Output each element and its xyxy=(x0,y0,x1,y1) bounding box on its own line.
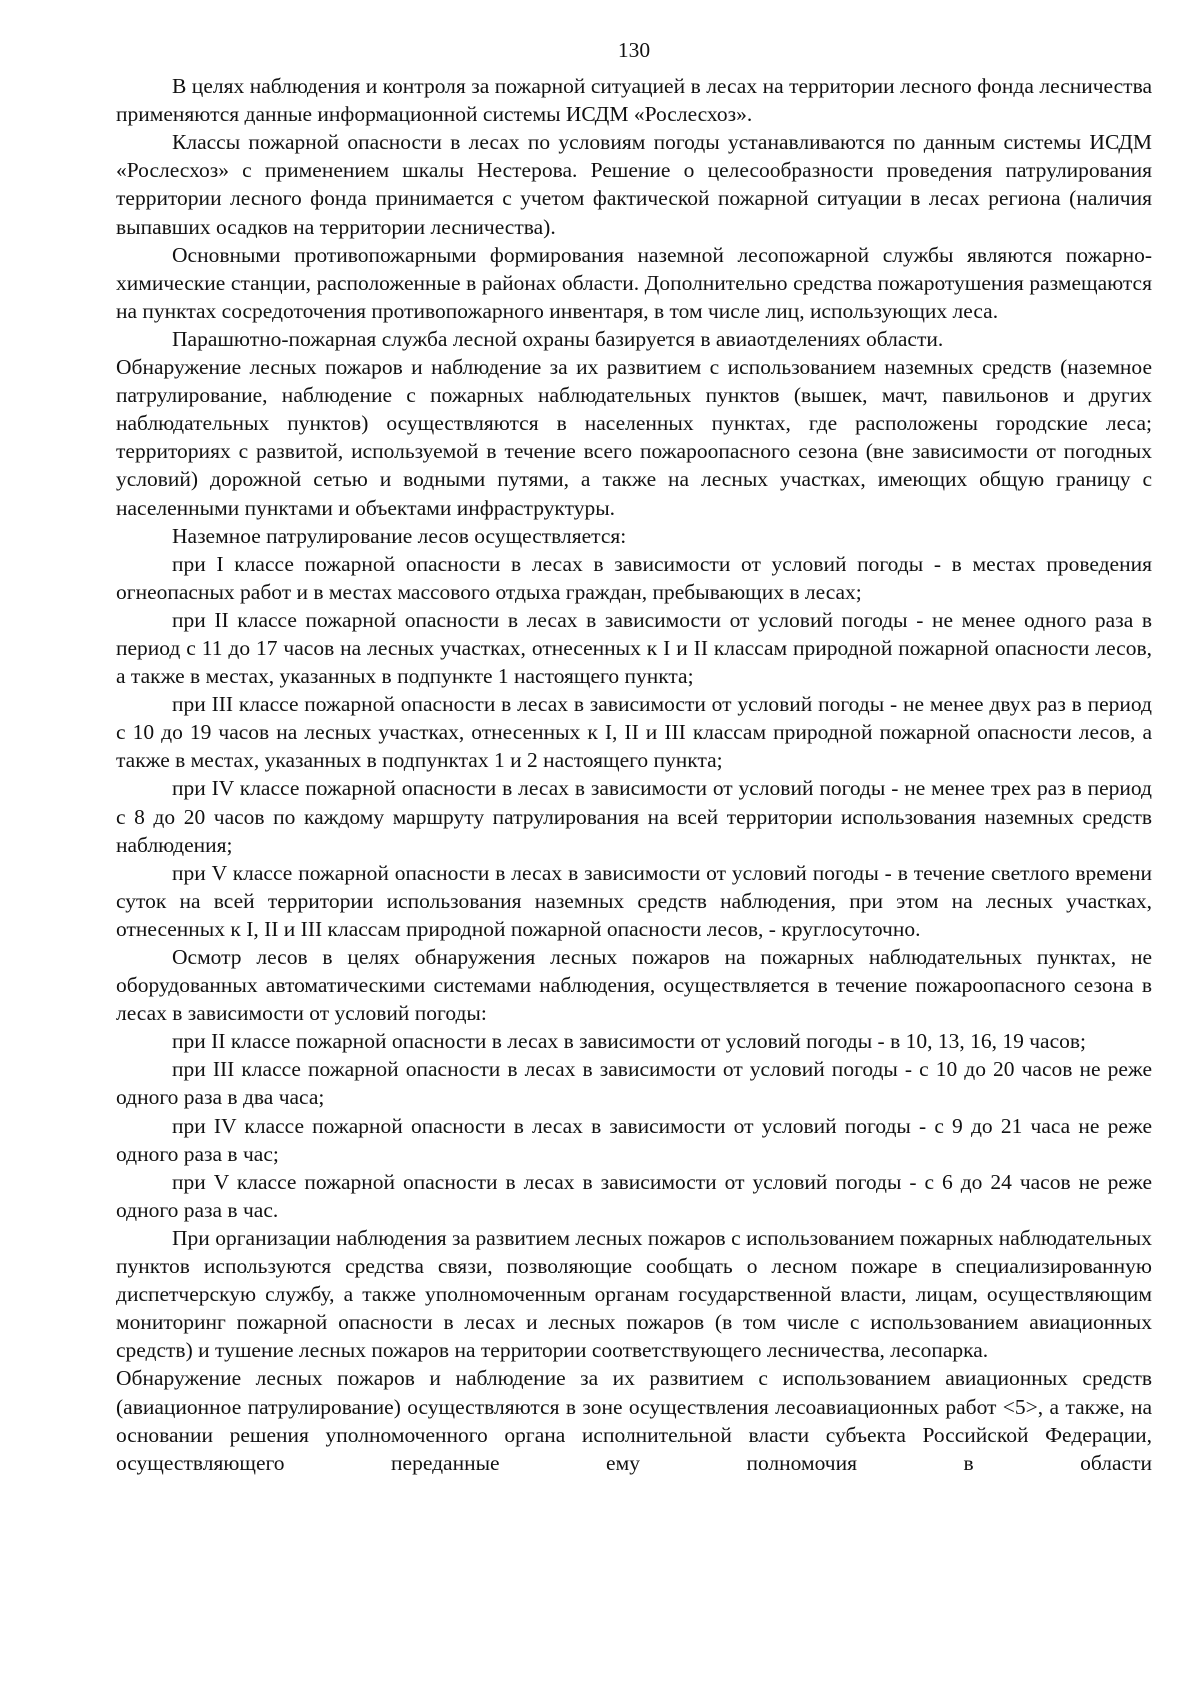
document-body xyxy=(116,72,1152,1477)
paragraph: Осмотр лесов в целях обнаружения лесных пожаров на пожарных наблюдательных пунктах, не оборудованных автоматическими системами наблюдения, осуществляется в течение пожароопасного сезона в лесах в зависимости от условий погоды: xyxy=(116,945,1152,1026)
paragraph: Классы пожарной опасности в лесах по условиям погоды устанавливаются по данным системы ИСДМ «Рослесхоз» с применением шкалы Нестерова. Решение о целесообразности проведения патрулирования территории лесного фонда принимается с учетом фактической пожарной ситуации в лесах региона (наличия выпавших осадков на территории лесничества). xyxy=(116,130,1152,239)
paragraph: В целях наблюдения и контроля за пожарной ситуацией в лесах на территории лесного фонда лесничества применяются данные информационной системы ИСДМ «Рослесхоз». xyxy=(116,74,1152,127)
paragraph: при II классе пожарной опасности в лесах в зависимости от условий погоды - в 10, 13, 16, 19 часов; xyxy=(172,1029,1086,1054)
paragraph: Парашютно-пожарная служба лесной охраны базируется в авиаотделениях области. xyxy=(172,326,944,351)
paragraph: Обнаружение лесных пожаров и наблюдение за их развитием с использованием наземных средств (наземное патрулирование, наблюдение с пожарных наблюдательных пунктов (вышек, мачт, павильонов и других наблюдательных пунктов) осуществляются в населенных пунктах, где расположены городские леса; территориях с развитой, используемой в течение всего пожароопасного сезона (вне зависимости от погодных условий) дорожной сетью и водными путями, а также на лесных участках, имеющих общую границу с населенными пунктами и объектами инфраструктуры. xyxy=(116,355,1152,520)
paragraph: при I классе пожарной опасности в лесах в зависимости от условий погоды - в местах проведения огнеопасных работ и в местах массового отдыха граждан, пребывающих в лесах; xyxy=(116,551,1152,604)
paragraph: При организации наблюдения за развитием лесных пожаров с использованием пожарных наблюдательных пунктов используются средства связи, позволяющие сообщать о лесном пожаре в специализированную диспетчерскую службу, а также уполномоченным органам государственной власти, лицам, осуществляющим мониторинг пожарной опасности в лесах и лесных пожаров (в том числе с использованием авиационных средств) и тушение лесных пожаров на территории соответствующего лесничества, лесопарка. xyxy=(116,1225,1152,1363)
paragraph: при III классе пожарной опасности в лесах в зависимости от условий погоды - не менее двух раз в период с 10 до 19 часов на лесных участках, отнесенных к I, II и III классам природной пожарной опасности лесов, а также в местах, указанных в подпунктах 1 и 2 настоящего пункта; xyxy=(116,692,1152,773)
paragraph: при IV классе пожарной опасности в лесах в зависимости от условий погоды - не менее трех раз в период с 8 до 20 часов по каждому маршруту патрулирования на всей территории использования наземных средств наблюдения; xyxy=(116,776,1152,857)
paragraph: при V классе пожарной опасности в лесах в зависимости от условий погоды - в течение светлого времени суток на всей территории использования наземных средств наблюдения, при этом на лесных участках, отнесенных к I, II и III классам природной пожарной опасности лесов, - круглосуточно. xyxy=(116,860,1152,941)
paragraph: Основными противопожарными формирования наземной лесопожарной службы являются пожарно-химические станции, расположенные в районах области. Дополнительно средства пожаротушения размещаются на пунктах сосредоточения противопожарного инвентаря, в том числе лиц, использующих леса. xyxy=(116,242,1152,323)
document-page xyxy=(116,36,1152,1477)
paragraph: при V классе пожарной опасности в лесах в зависимости от условий погоды - с 6 до 24 часов не реже одного раза в час. xyxy=(116,1169,1152,1222)
paragraph: при III классе пожарной опасности в лесах в зависимости от условий погоды - с 10 до 20 часов не реже одного раза в два часа; xyxy=(116,1057,1152,1110)
paragraph: Наземное патрулирование лесов осуществляется: xyxy=(172,523,627,548)
paragraph: Обнаружение лесных пожаров и наблюдение за их развитием с использованием авиационных средств (авиационное патрулирование) осуществляются в зоне осуществления лесоавиационных работ <5>, а также, на основании решения уполномоченного органа исполнительной власти субъекта Российской Федерации, осуществляющего переданные ему полномочия в области xyxy=(116,1366,1152,1475)
page-number: 130 xyxy=(617,38,651,62)
paragraph: при II классе пожарной опасности в лесах в зависимости от условий погоды - не менее одного раза в период с 11 до 17 часов на лесных участках, отнесенных к I и II классам природной пожарной опасности лесов, а также в местах, указанных в подпункте 1 настоящего пункта; xyxy=(116,607,1152,689)
paragraph: при IV классе пожарной опасности в лесах в зависимости от условий погоды - с 9 до 21 часа не реже одного раза в час; xyxy=(116,1113,1152,1166)
